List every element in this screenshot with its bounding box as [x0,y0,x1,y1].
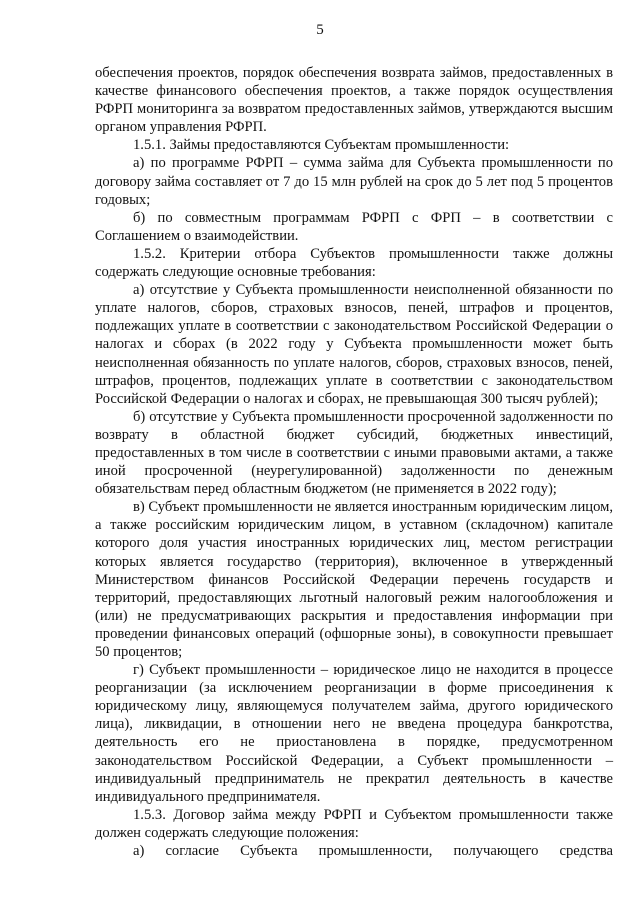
page-number: 5 [316,22,324,38]
clause-1-5-2-a: а) отсутствие у Субъекта промышленности неисполненной обязанности по уплате налогов, сборов, страховых взносов, пеней, штрафов и процентов, подлежащих уплате в соответствии с законодательством Российской Федерации о налогах и сборах (в 2022 году у Субъекта промышленности может быть неисполненная обязанность по уплате налогов, сборов, страховых взносов, пеней, штрафов, процентов, подлежащих уплате в соответствии с законодательством Российской Федерации о налогах и сборах, не превышающая 300 тысяч рублей); [95,282,613,407]
document-body [95,64,613,860]
clause-1-5-1-b: б) по совместным программам РФРП с ФРП – в соответствии с Соглашением о взаимодействии. [95,209,613,244]
clause-1-5-3-a: а) согласие Субъекта промышленности, получающего средства [133,843,613,860]
clause-1-5-3-heading: 1.5.3. Договор займа между РФРП и Субъектом промышленности также должен содержать следующие положения: [95,806,613,841]
clause-1-5-2-b: б) отсутствие у Субъекта промышленности просроченной задолженности по возврату в областной бюджет субсидий, бюджетных инвестиций, предоставленных в том числе в соответствии с иными правовыми актами, а также иной просроченной (неурегулированной) задолженности по денежным обязательствам перед областным бюджетом (не применяется в 2022 году); [95,408,613,498]
clause-1-5-2-g: г) Субъект промышленности – юридическое лицо не находится в процессе реорганизации (за исключением реорганизации в форме присоединения к юридическому лицу, являющемуся получателем займа, другого юридического лица), ликвидации, в отношении него не введена процедура банкротства, деятельность его не приостановлена в порядке, предусмотренном законодательством Российской Федерации, а Субъект промышленности – индивидуальный предприниматель не прекратил деятельность в качестве индивидуального предпринимателя. [95,662,613,805]
clause-1-5-1-heading: 1.5.1. Займы предоставляются Субъектам промышленности: [133,137,510,154]
clause-1-5-2-v: в) Субъект промышленности не является иностранным юридическим лицом, а также российским юридическим лицом, в уставном (складочном) капитале которого доля участия иностранных юридических лиц, местом регистрации которых является государство (территория), включенное в утвержденный Министерством финансов Российской Федерации перечень государств и территорий, предоставляющих льготный налоговый режим налогообложения и (или) не предусматривающих раскрытия и предоставления информации при проведении финансовых операций (офшорные зоны), в совокупности превышает 50 процентов; [95,499,613,660]
paragraph-continuation: обеспечения проектов, порядок обеспечения возврата займов, предоставленных в качестве финансового обеспечения проектов, а также порядок осуществления РФРП мониторинга за возвратом предоставленных займов, утверждаются высшим органом управления РФРП. [95,65,613,136]
clause-1-5-2-heading: 1.5.2. Критерии отбора Субъектов промышленности также должны содержать следующие основные требования: [95,245,613,281]
clause-1-5-1-a: а) по программе РФРП – сумма займа для Субъекта промышленности по договору займа составляет от 7 до 15 млн рублей на срок до 5 лет под 5 процентов годовых; [95,155,613,208]
